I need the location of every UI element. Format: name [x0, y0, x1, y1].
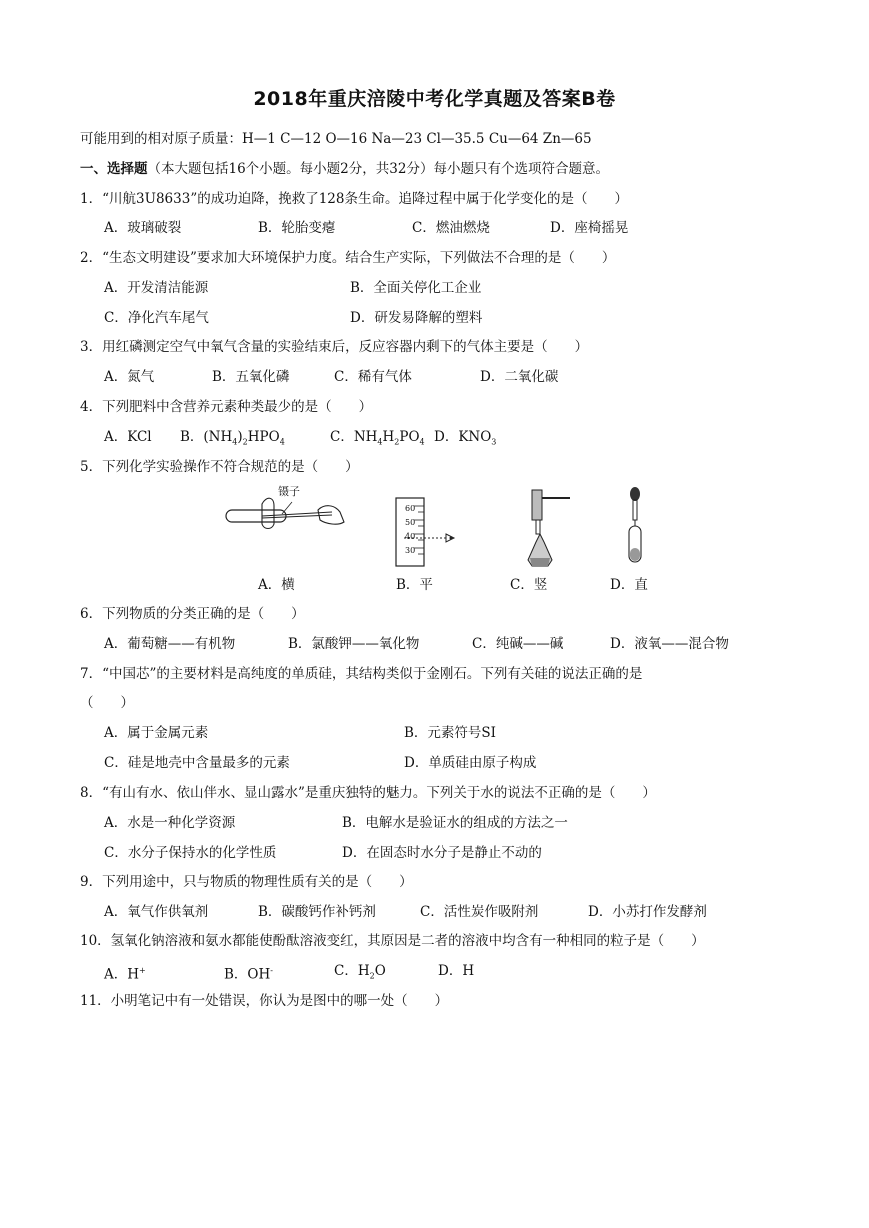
- q4b-sub: 4: [232, 437, 238, 447]
- cyl-tick-40: 40: [405, 532, 416, 541]
- q1-option-d: D．座椅摇晃: [550, 220, 629, 236]
- atomic-masses: 可能用到的相对原子质量：H—1 C—12 O—16 Na—23 Cl—35.5 Cu—64 Zn—65: [80, 131, 592, 147]
- cyl-tick-60: 60: [405, 504, 416, 513]
- q3-option-a: A．氮气: [104, 369, 155, 385]
- q10-option-b: [224, 962, 273, 984]
- q4b-sub3: 4: [279, 437, 285, 447]
- q3-option-d: D．二氧化碳: [480, 369, 559, 385]
- q4c-sub: 4: [377, 437, 383, 447]
- q1-option-a: A．玻璃破裂: [104, 220, 182, 236]
- q6-option-d: D．液氧——混合物: [610, 636, 729, 652]
- question-3-stem: 3．用红磷测定空气中氧气含量的实验结束后，反应容器内剩下的气体主要是（ ）: [80, 339, 589, 355]
- q9-option-d: D．小苏打作发酵剂: [588, 904, 707, 920]
- q1-option-c: C．燃油燃烧: [412, 220, 490, 236]
- question-9-stem: 9．下列用途中，只与物质的物理性质有关的是（ ）: [80, 874, 413, 890]
- q5-option-d: D．直: [610, 577, 648, 593]
- figure-b-cylinder: [384, 496, 464, 568]
- figure-d-dropper: [620, 486, 650, 566]
- q5-option-c: C．竖: [510, 577, 548, 593]
- question-1-stem: 1．“川航3U8633”的成功迫降，挽救了128条生命。追降过程中属于化学变化的是（ ）: [80, 191, 628, 207]
- q4b-text: B．(NH: [180, 429, 233, 445]
- q1-option-b: B．轮胎变瘪: [258, 220, 336, 236]
- q7-option-b: B．元素符号SI: [404, 725, 497, 741]
- q4c-mid: H: [382, 429, 395, 445]
- q10a-sup: +: [139, 966, 146, 975]
- section-heading: [80, 160, 609, 178]
- question-11-stem: 11．小明笔记中有一处错误，你认为是图中的哪一处（ ）: [80, 993, 449, 1009]
- q8-option-d: D．在固态时水分子是静止不动的: [342, 845, 542, 861]
- section-title: 一、选择题: [80, 161, 148, 177]
- q4-option-b: [180, 428, 285, 452]
- q7-option-d: D．单质硅由原子构成: [404, 755, 537, 771]
- q5-option-a: A．横: [258, 577, 295, 593]
- q7-option-c: C．硅是地壳中含量最多的元素: [104, 755, 290, 771]
- tweezers-label: 镊子: [278, 485, 300, 498]
- q9-option-a: A．氧气作供氧剂: [104, 904, 209, 920]
- q4c-sub2: 2: [394, 437, 400, 447]
- q10b-sup: -: [270, 966, 273, 975]
- q8-option-a: A．水是一种化学资源: [104, 815, 236, 831]
- q9-option-c: C．活性炭作吸附剂: [420, 904, 539, 920]
- question-5-stem: 5．下列化学实验操作不符合规范的是（ ）: [80, 459, 359, 475]
- q10-option-d: D．H: [438, 963, 475, 979]
- cyl-tick-30: 30: [405, 546, 416, 555]
- q2-option-d: D．研发易降解的塑料: [350, 310, 483, 326]
- q10-option-a: [104, 962, 146, 984]
- question-7-stem: 7．“中国芯”的主要材料是高纯度的单质硅，其结构类似于金刚石。下列有关硅的说法正确的是: [80, 666, 643, 682]
- q4d-sub: 3: [491, 437, 497, 447]
- q6-option-c: C．纯碱——碱: [472, 636, 564, 652]
- question-6-stem: 6．下列物质的分类正确的是（ ）: [80, 606, 305, 622]
- q4-option-c: [330, 428, 425, 452]
- q10b-text: B．OH: [224, 966, 271, 983]
- question-7-stem-2: （ ）: [80, 695, 134, 711]
- q10c-tail: O: [374, 963, 386, 979]
- q10-option-c: [334, 962, 386, 986]
- q10a-text: A．H: [104, 966, 140, 983]
- q7-option-a: A．属于金属元素: [104, 725, 209, 741]
- q3-option-c: C．稀有气体: [334, 369, 412, 385]
- q4c-sub3: 4: [419, 437, 425, 447]
- question-10-stem: 10．氢氧化钠溶液和氨水都能使酚酞溶液变红，其原因是二者的溶液中均含有一种相同的粒子是（ ）: [80, 933, 705, 949]
- q4b-tail: HPO: [247, 429, 280, 445]
- q2-option-a: A．开发清洁能源: [104, 280, 209, 296]
- question-2-stem: 2．“生态文明建设”要求加大环境保护力度。结合生产实际，下列做法不合理的是（ ）: [80, 250, 616, 266]
- q6-option-b: B．氯酸钾——氧化物: [288, 636, 420, 652]
- q10c-sub: 2: [369, 971, 375, 981]
- figure-c-flask-stand: [518, 488, 578, 570]
- q2-option-b: B．全面关停化工企业: [350, 280, 482, 296]
- q10c-text: C．H: [334, 963, 370, 979]
- q6-option-a: A．葡萄糖——有机物: [104, 636, 236, 652]
- q4-option-d: [434, 428, 496, 452]
- q4b-sub2: 2: [242, 437, 248, 447]
- page-title: 2018年重庆涪陵中考化学真题及答案B卷: [253, 88, 616, 110]
- question-4-stem: 4．下列肥料中含营养元素种类最少的是（ ）: [80, 399, 373, 415]
- q4c-tail: PO: [399, 429, 420, 445]
- q4c-text: C．NH: [330, 429, 378, 445]
- q8-option-b: B．电解水是验证水的组成的方法之一: [342, 815, 568, 831]
- q3-option-b: B．五氧化磷: [212, 369, 290, 385]
- q5-option-b: B．平: [396, 577, 433, 593]
- q2-option-c: C．净化汽车尾气: [104, 310, 209, 326]
- q4-option-a: A．KCl: [104, 429, 152, 445]
- cyl-tick-50: 50: [405, 518, 416, 527]
- q9-option-b: B．碳酸钙作补钙剂: [258, 904, 376, 920]
- q8-option-c: C．水分子保持水的化学性质: [104, 845, 277, 861]
- q4b-rest: ): [237, 429, 243, 445]
- question-8-stem: 8．“有山有水、依山伴水、显山露水”是重庆独特的魅力。下列关于水的说法不正确的是（ ）: [80, 785, 656, 801]
- q4d-text: D．KNO: [434, 429, 492, 445]
- section-desc: （本大题包括16个小题。每小题2分，共32分）每小题只有个选项符合题意。: [147, 161, 609, 177]
